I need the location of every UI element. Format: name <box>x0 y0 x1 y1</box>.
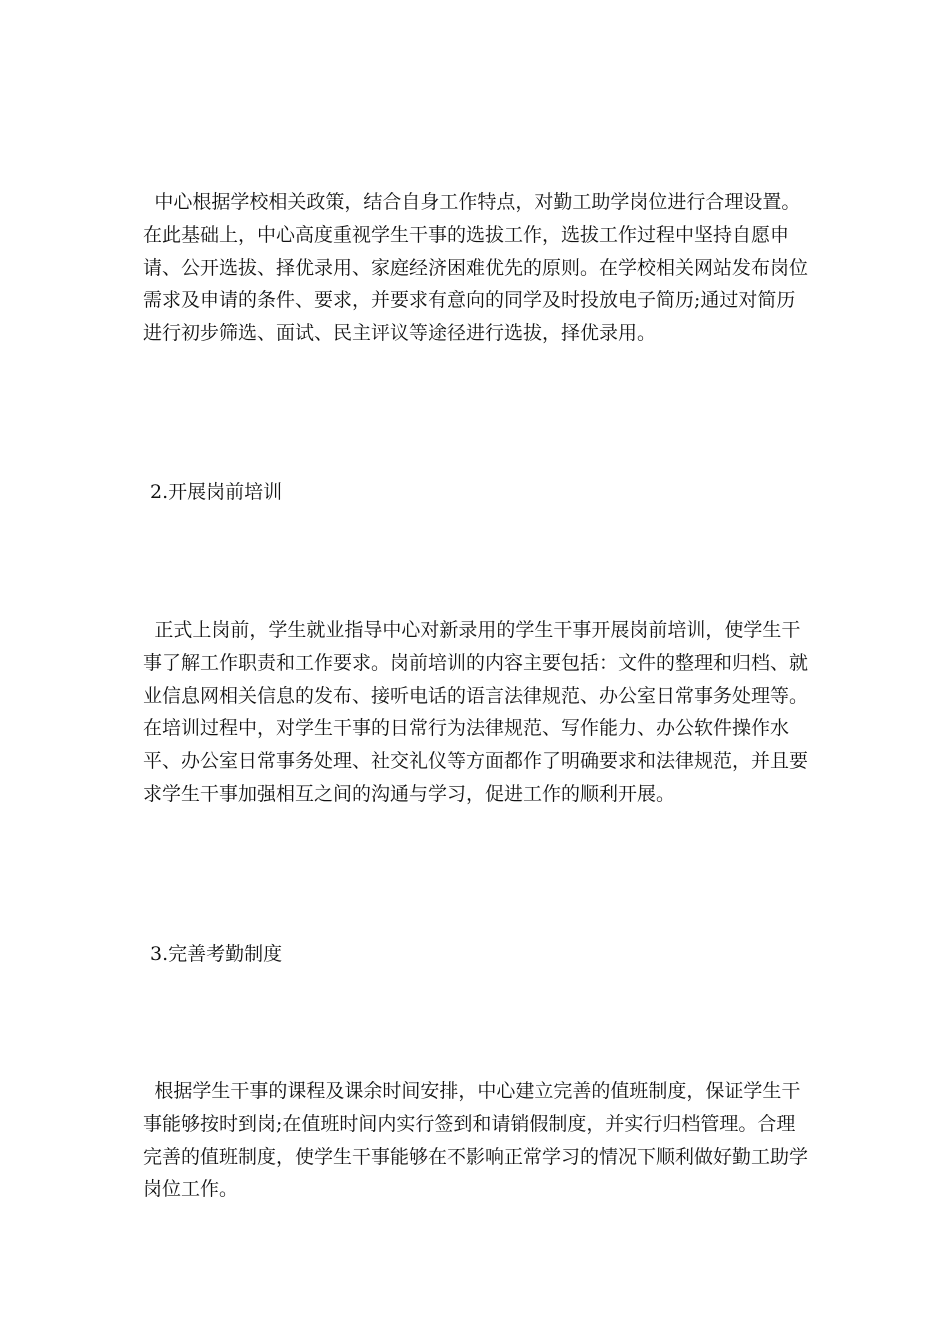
paragraph-post-setup: 中心根据学校相关政策，结合自身工作特点，对勤工助学岗位进行合理设置。在此基础上，中心高度重视学生干事的选拔工作，选拔工作过程中坚持自愿申请、公开选拔、择优录用、家庭经济困难优先的原则。在学校相关网站发布岗位需求及申请的条件、要求，并要求有意向的同学及时投放电子简历;通过对简历进行初步筛选、面试、民主评议等途径进行选拔，择优录用。 <box>143 191 809 345</box>
section-heading-training: 2.开展岗前培训 <box>150 481 283 503</box>
section-heading-attendance: 3.完善考勤制度 <box>150 943 283 965</box>
paragraph-pre-job-training: 正式上岗前，学生就业指导中心对新录用的学生干事开展岗前培训，使学生干事了解工作职责和工作要求。岗前培训的内容主要包括：文件的整理和归档、就业信息网相关信息的发布、接听电话的语言法律规范、办公室日常事务处理等。在培训过程中，对学生干事的日常行为法律规范、写作能力、办公软件操作水平、办公室日常事务处理、社交礼仪等方面都作了明确要求和法律规范，并且要求学生干事加强相互之间的沟通与学习，促进工作的顺利开展。 <box>143 619 809 805</box>
paragraph-duty-system: 根据学生干事的课程及课余时间安排，中心建立完善的值班制度，保证学生干事能够按时到岗;在值班时间内实行签到和请销假制度，并实行归档管理。合理完善的值班制度，使学生干事能够在不影响正常学习的情况下顺利做好勤工助学岗位工作。 <box>143 1080 809 1201</box>
